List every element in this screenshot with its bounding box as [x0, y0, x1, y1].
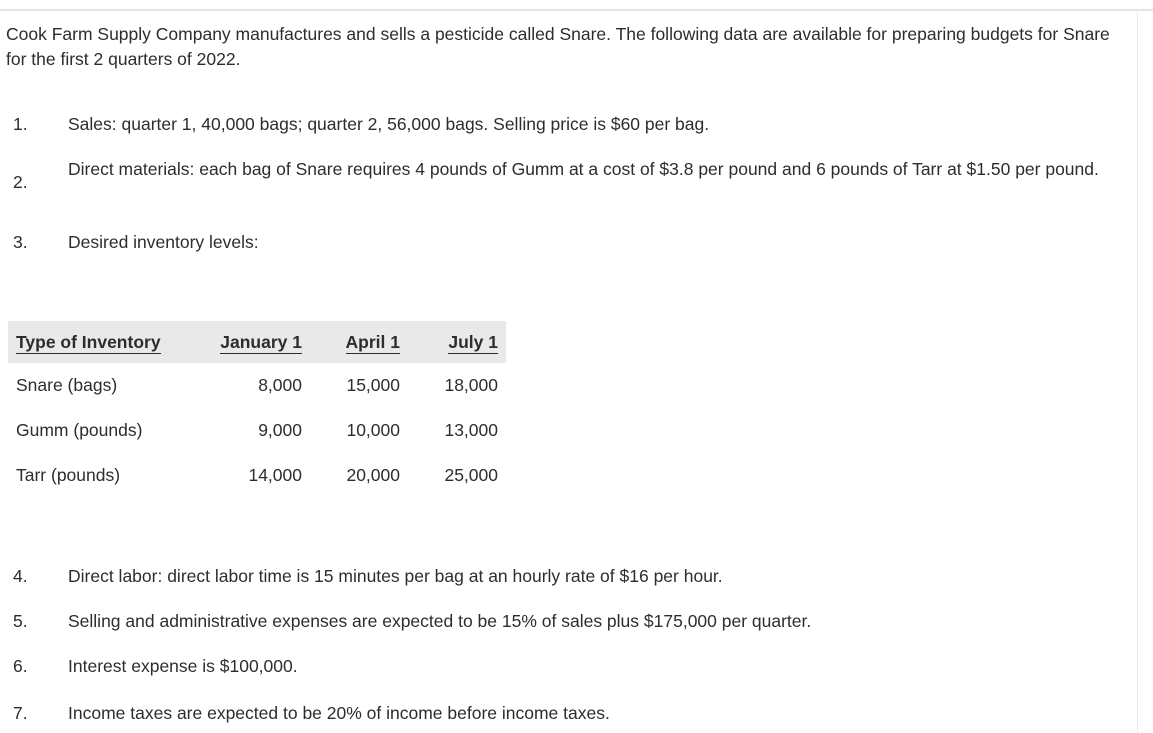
row-label: Snare (bags) [16, 375, 118, 395]
header-july: July 1 [408, 321, 506, 363]
item-text: Direct materials: each bag of Snare requires 4 pounds of Gumm at a cost of $3.8 per pound and 6 pounds of Tarr at $1.50 per pound. [68, 159, 1099, 179]
table-row [8, 453, 506, 498]
item-text: Sales: quarter 1, 40,000 bags; quarter 2, 56,000 bags. Selling price is $60 per bag. [68, 114, 710, 134]
cell-july: 13,000 [444, 420, 498, 440]
cell-july: 25,000 [444, 465, 498, 485]
cell-april: 20,000 [346, 465, 400, 485]
right-divider [1137, 9, 1138, 733]
item-number: 2. [13, 172, 28, 192]
cell-july: 18,000 [444, 375, 498, 395]
item-text: Income taxes are expected to be 20% of income before income taxes. [68, 703, 610, 723]
item-number: 5. [13, 611, 28, 631]
table-row [8, 363, 506, 408]
item-number: 4. [13, 566, 28, 586]
row-label: Tarr (pounds) [16, 465, 121, 485]
item-text: Direct labor: direct labor time is 15 minutes per bag at an hourly rate of $16 per hour. [68, 566, 723, 586]
item-text: Interest expense is $100,000. [68, 656, 298, 676]
item-text: Desired inventory levels: [68, 232, 259, 252]
top-divider [0, 9, 1153, 11]
problem-intro: Cook Farm Supply Company manufactures and sells a pesticide called Snare. The following data are available for preparing budgets for Snare for the first 2 quarters of 2022. [6, 24, 1110, 69]
item-number: 3. [13, 232, 28, 252]
table-header-row [8, 321, 506, 363]
cell-january: 8,000 [258, 375, 302, 395]
cell-april: 15,000 [346, 375, 400, 395]
item-text: Selling and administrative expenses are expected to be 15% of sales plus $175,000 per quarter. [68, 611, 812, 631]
table-row [8, 408, 506, 453]
header-april: April 1 [310, 321, 408, 363]
item-number: 7. [13, 703, 28, 723]
row-label: Gumm (pounds) [16, 420, 143, 440]
item-number: 1. [13, 114, 28, 134]
cell-april: 10,000 [346, 420, 400, 440]
header-type: Type of Inventory [8, 321, 194, 363]
item-number: 6. [13, 656, 28, 676]
cell-january: 14,000 [248, 465, 302, 485]
cell-january: 9,000 [258, 420, 302, 440]
header-january: January 1 [194, 321, 310, 363]
inventory-table [8, 321, 506, 498]
